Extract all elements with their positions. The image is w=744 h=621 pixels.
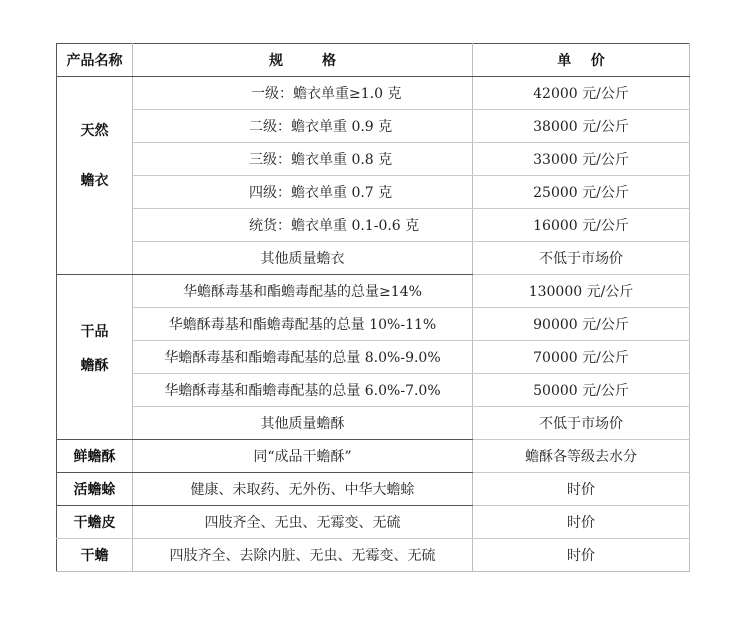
spec-cell: 三级：蟾衣单重 0.8 克 <box>133 143 473 176</box>
spec-cell: 二级：蟾衣单重 0.9 克 <box>133 110 473 143</box>
spec-cell: 统货：蟾衣单重 0.1-0.6 克 <box>133 209 473 242</box>
price-cell: 90000 元/公斤 <box>473 308 690 341</box>
table-row <box>57 506 690 539</box>
table-row <box>57 143 690 176</box>
price-cell: 25000 元/公斤 <box>473 176 690 209</box>
header-name: 产品名称 <box>57 44 133 77</box>
price-cell: 时价 <box>473 539 690 572</box>
table-row <box>57 176 690 209</box>
price-cell: 42000 元/公斤 <box>473 77 690 110</box>
price-cell: 16000 元/公斤 <box>473 209 690 242</box>
category-line: 蟾衣 <box>80 172 109 189</box>
price-cell: 时价 <box>473 506 690 539</box>
category-xian-chansu: 鲜蟾酥 <box>57 440 133 473</box>
spec-cell: 一级：蟾衣单重≥1.0 克 <box>133 77 473 110</box>
price-cell: 38000 元/公斤 <box>473 110 690 143</box>
price-cell: 50000 元/公斤 <box>473 374 690 407</box>
category-gan-chanpi: 干蟾皮 <box>57 506 133 539</box>
category-tianran-chanyi <box>57 77 133 275</box>
spec-cell: 其他质量蟾衣 <box>133 242 473 275</box>
price-cell: 蟾酥各等级去水分 <box>473 440 690 473</box>
spec-cell: 四肢齐全、无虫、无霉变、无硫 <box>133 506 473 539</box>
table-row <box>57 275 690 308</box>
table-row <box>57 539 690 572</box>
spec-cell: 华蟾酥毒基和酯蟾毒配基的总量 8.0%-9.0% <box>133 341 473 374</box>
table-row <box>57 77 690 110</box>
spec-cell: 四肢齐全、去除内脏、无虫、无霉变、无硫 <box>133 539 473 572</box>
spec-cell: 华蟾酥毒基和酯蟾毒配基的总量 10%-11% <box>133 308 473 341</box>
category-gan-chan: 干蟾 <box>57 539 133 572</box>
table-row <box>57 473 690 506</box>
table-row <box>57 308 690 341</box>
spec-cell: 同“成品干蟾酥” <box>133 440 473 473</box>
price-table <box>56 43 690 572</box>
spec-cell: 其他质量蟾酥 <box>133 407 473 440</box>
price-cell: 70000 元/公斤 <box>473 341 690 374</box>
header-spec: 规 格 <box>133 44 473 77</box>
price-cell: 不低于市场价 <box>473 407 690 440</box>
table-row <box>57 341 690 374</box>
category-line: 天然 <box>80 122 109 139</box>
spec-cell: 四级：蟾衣单重 0.7 克 <box>133 176 473 209</box>
price-cell: 时价 <box>473 473 690 506</box>
table-row <box>57 110 690 143</box>
table-row <box>57 407 690 440</box>
category-huo-chanchu: 活蟾蜍 <box>57 473 133 506</box>
table-row <box>57 374 690 407</box>
spec-cell: 华蟾酥毒基和酯蟾毒配基的总量≥14% <box>133 275 473 308</box>
table-row <box>57 440 690 473</box>
spec-cell: 华蟾酥毒基和酯蟾毒配基的总量 6.0%-7.0% <box>133 374 473 407</box>
spec-cell: 健康、未取药、无外伤、中华大蟾蜍 <box>133 473 473 506</box>
category-line: 蟾酥 <box>80 358 109 374</box>
price-cell: 130000 元/公斤 <box>473 275 690 308</box>
price-cell: 33000 元/公斤 <box>473 143 690 176</box>
header-row <box>57 44 690 77</box>
table-row <box>57 242 690 275</box>
price-cell: 不低于市场价 <box>473 242 690 275</box>
category-ganpin-chansu <box>57 275 133 440</box>
table-row <box>57 209 690 242</box>
category-line: 干品 <box>80 324 109 340</box>
header-price: 单 价 <box>473 44 690 77</box>
